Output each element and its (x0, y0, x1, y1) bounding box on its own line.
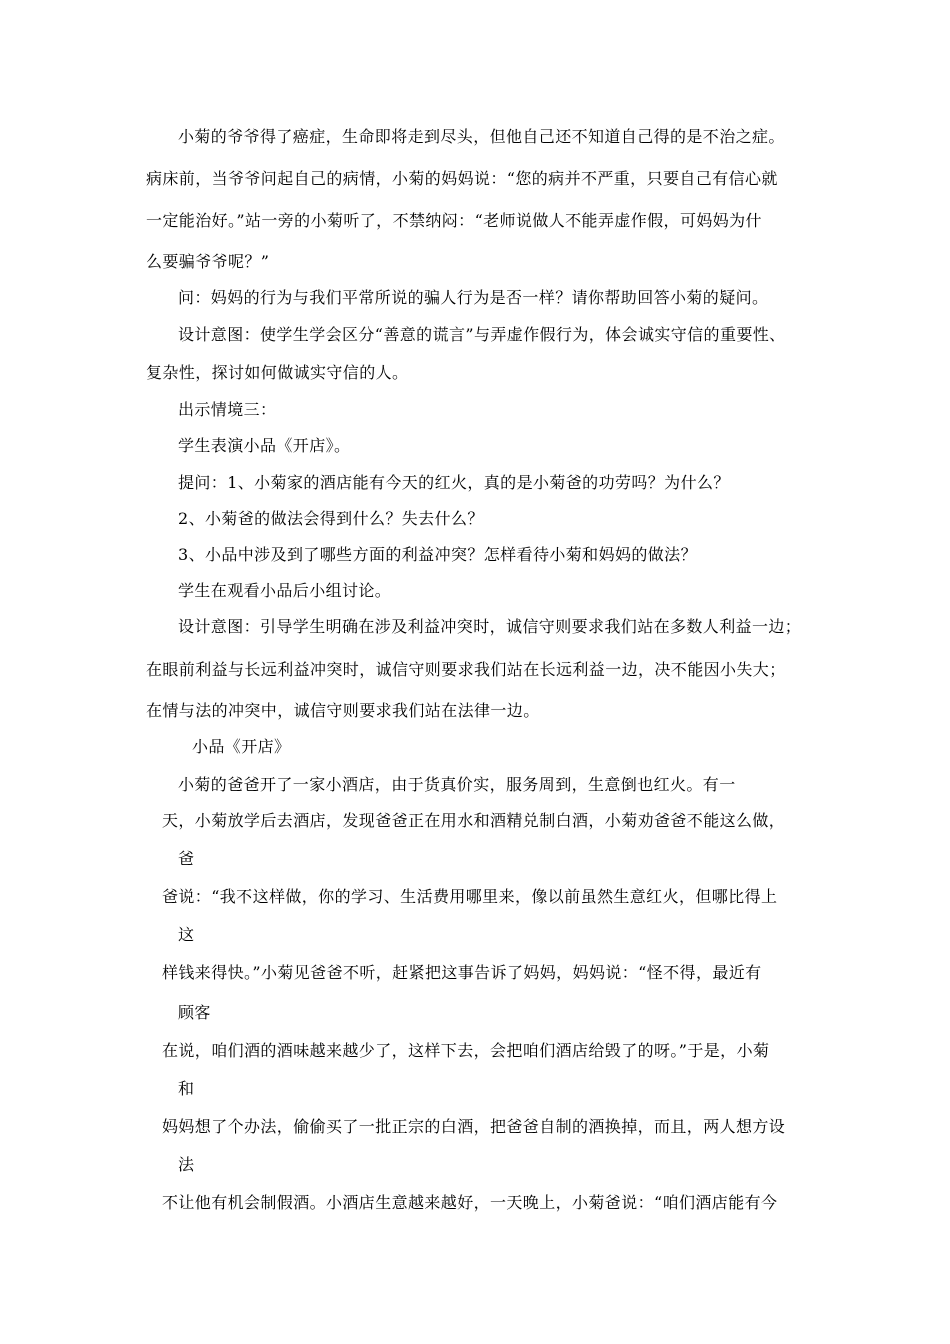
paragraph-line: 么要骗爷爷呢？” (146, 252, 270, 271)
paragraph-line: 爸 (178, 849, 195, 868)
paragraph-line: 不让他有机会制假酒。小酒店生意越来越好，一天晚上，小菊爸说：“咱们酒店能有今 (162, 1193, 778, 1212)
paragraph-line: 小菊的爷爷得了癌症，生命即将走到尽头，但他自己还不知道自己得的是不治之症。 (178, 127, 785, 146)
paragraph-line: 在眼前利益与长远利益冲突时，诚信守则要求我们站在长远利益一边，决不能因小失大； (146, 660, 786, 679)
paragraph-line: 和 (178, 1079, 195, 1098)
section-heading: 出示情境三： (178, 400, 277, 419)
paragraph-line: 复杂性，探讨如何做诚实守信的人。 (146, 363, 409, 382)
skit-title: 小品《开店》 (192, 737, 291, 756)
paragraph-line: 设计意图：使学生学会区分“善意的谎言”与弄虚作假行为，体会诚实守信的重要性、 (178, 325, 786, 344)
paragraph-line: 学生在观看小品后小组讨论。 (178, 581, 392, 600)
paragraph-line: 设计意图：引导学生明确在涉及利益冲突时，诚信守则要求我们站在多数人利益一边； (178, 617, 802, 636)
paragraph-line: 3、小品中涉及到了哪些方面的利益冲突？怎样看待小菊和妈妈的做法？ (178, 545, 697, 564)
paragraph-line: 在情与法的冲突中，诚信守则要求我们站在法律一边。 (146, 701, 540, 720)
paragraph-line: 一定能治好。”站一旁的小菊听了，不禁纳闷：“老师说做人不能弄虚作假，可妈妈为什 (146, 211, 762, 230)
paragraph-line: 2、小菊爸的做法会得到什么？失去什么？ (178, 509, 484, 528)
paragraph-line: 爸说：“我不这样做，你的学习、生活费用哪里来，像以前虽然生意红火，但哪比得上 (162, 887, 778, 906)
paragraph-line: 样钱来得快。”小菊见爸爸不听，赶紧把这事告诉了妈妈，妈妈说：“怪不得，最近有 (162, 963, 762, 982)
paragraph-line: 在说，咱们酒的酒味越来越少了，这样下去，会把咱们酒店给毁了的呀。”于是，小菊 (162, 1041, 770, 1060)
paragraph-line: 问：妈妈的行为与我们平常所说的骗人行为是否一样？请你帮助回答小菊的疑问。 (178, 288, 769, 307)
paragraph-line: 病床前，当爷爷问起自己的病情，小菊的妈妈说：“您的病并不严重，只要自己有信心就 (146, 169, 778, 188)
paragraph-line: 顾客 (178, 1003, 211, 1022)
paragraph-line: 天，小菊放学后去酒店，发现爸爸正在用水和酒精兑制白酒，小菊劝爸爸不能这么做， (162, 811, 786, 830)
paragraph-line: 法 (178, 1155, 195, 1174)
paragraph-line: 提问：1、小菊家的酒店能有今天的红火，真的是小菊爸的功劳吗？为什么？ (178, 473, 730, 492)
paragraph-line: 这 (178, 925, 195, 944)
paragraph-line: 学生表演小品《开店》。 (178, 436, 351, 455)
paragraph-line: 小菊的爸爸开了一家小酒店，由于货真价实，服务周到，生意倒也红火。有一 (178, 775, 736, 794)
paragraph-line: 妈妈想了个办法，偷偷买了一批正宗的白酒，把爸爸自制的酒换掉，而且，两人想方设 (162, 1117, 786, 1136)
